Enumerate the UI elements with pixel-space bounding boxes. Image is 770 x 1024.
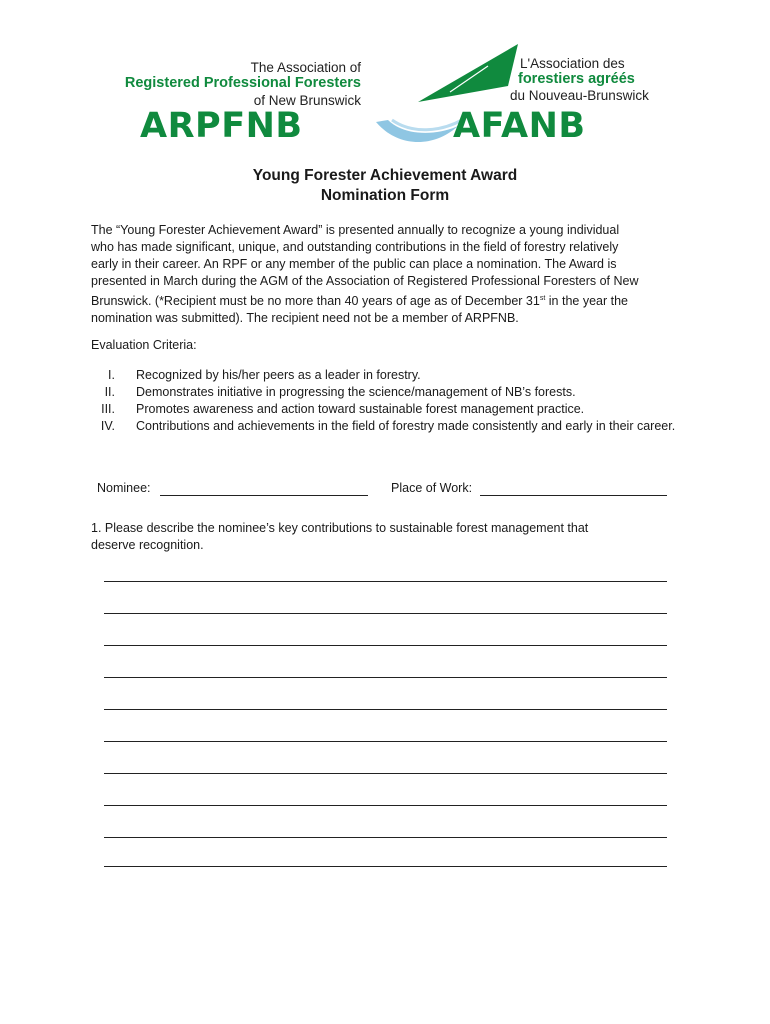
answer-line[interactable] [104, 741, 667, 742]
form-title-line-1: Young Forester Achievement Award [252, 167, 518, 184]
answer-line[interactable] [104, 773, 667, 774]
question-1-line-1: 1. Please describe the nominee’s key contributions to sustainable forest management that [91, 521, 589, 535]
org-logo [124, 40, 649, 150]
answer-line[interactable] [104, 709, 667, 710]
answer-line[interactable] [104, 677, 667, 678]
form-title-line-2: Nomination Form [320, 187, 450, 204]
place-of-work-label: Place of Work: [391, 481, 473, 495]
form-title [0, 166, 770, 206]
criteria-item [91, 384, 691, 401]
criteria-list [91, 367, 691, 453]
answer-line[interactable] [104, 613, 667, 614]
criteria-number: III. [101, 402, 115, 416]
criteria-item [91, 401, 691, 418]
answer-line[interactable] [104, 645, 667, 646]
answer-line[interactable] [104, 866, 667, 867]
nominee-field[interactable] [160, 480, 368, 496]
intro-line: who has made significant, unique, and outstanding contributions in the field of forestry relatively [91, 240, 619, 254]
acronym-en: ARPFNB [140, 106, 303, 146]
criteria-text: Contributions and achievements in the field of forestry made consistently and early in their career. [136, 419, 676, 433]
criteria-text: Promotes awareness and action toward sustainable forest management practice. [136, 402, 585, 416]
en-name-line-3: of New Brunswick [253, 93, 361, 108]
criteria-number: I. [108, 368, 115, 382]
criteria-heading: Evaluation Criteria: [91, 338, 197, 352]
criteria-item [91, 418, 691, 452]
criteria-text: Demonstrates initiative in progressing the science/management of NB’s forests. [136, 385, 576, 399]
answer-line[interactable] [104, 805, 667, 806]
intro-line-5-start: Brunswick. (*Recipient must be no more than 40 years of age as of December 31 [91, 294, 540, 309]
intro-line-5-end: in the year the [545, 294, 628, 309]
fr-name-line-2: forestiers agréés [518, 71, 635, 87]
intro-line: The “Young Forester Achievement Award” is presented annually to recognize a young individual [91, 223, 620, 237]
intro-line: presented in March during the AGM of the Association of Registered Professional Foresters of New [91, 274, 639, 288]
en-name-line-1: The Association of [250, 60, 361, 75]
answer-line[interactable] [104, 581, 667, 582]
place-of-work-field[interactable] [480, 480, 667, 496]
intro-line [91, 290, 681, 310]
intro-line: early in their career. An RPF or any member of the public can place a nomination. The Award is [91, 257, 617, 271]
fr-name-line-1: L'Association des [520, 56, 625, 71]
criteria-text: Recognized by his/her peers as a leader in forestry. [136, 368, 421, 382]
fr-name-line-3: du Nouveau-Brunswick [510, 88, 649, 103]
en-name-line-2: Registered Professional Foresters [124, 75, 361, 91]
question-1 [91, 520, 681, 554]
answer-line[interactable] [104, 837, 667, 838]
criteria-item [91, 367, 691, 384]
criteria-number: II. [104, 385, 115, 399]
criteria-number: IV. [100, 419, 115, 433]
intro-paragraph [91, 222, 681, 327]
nominee-label: Nominee: [97, 481, 151, 495]
question-1-line-2: deserve recognition. [91, 538, 204, 552]
intro-line: nomination was submitted). The recipient need not be a member of ARPFNB. [91, 311, 519, 326]
ordinal-suffix: st [539, 295, 546, 302]
acronym-fr: AFANB [453, 106, 586, 146]
